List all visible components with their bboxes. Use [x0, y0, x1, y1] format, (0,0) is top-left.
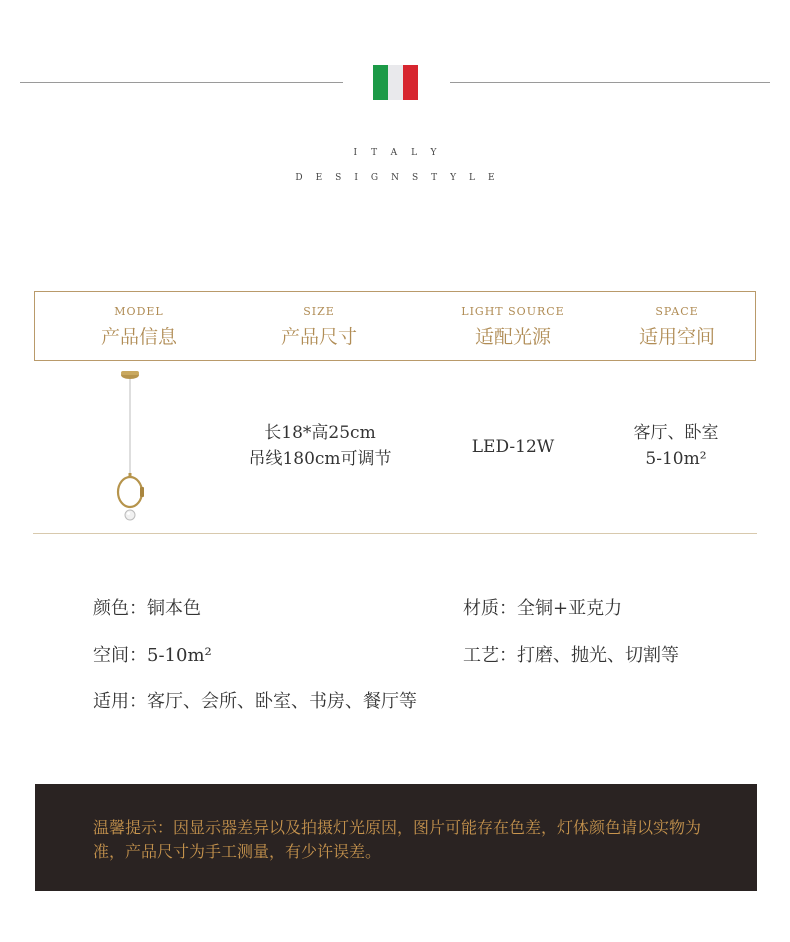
detail-color: 颜色：铜本色 [93, 598, 201, 619]
spec-table-row [0, 365, 790, 530]
header-space [617, 292, 737, 349]
light-source-value: LED-12W [471, 437, 555, 457]
size-cable-length: 吊线180cm可调节 [248, 449, 392, 469]
header-divider-right [450, 82, 770, 83]
spec-table-bottom-divider [33, 533, 757, 534]
header-size-zh: 产品尺寸 [280, 326, 357, 348]
italy-flag-icon [373, 65, 418, 100]
detail-craft: 工艺：打磨、抛光、切割等 [463, 645, 679, 666]
space-rooms: 客厅、卧室 [633, 423, 719, 443]
header-light-source-zh: 适配光源 [474, 326, 551, 348]
brand-line-design-style: DESIGNSTYLE [295, 173, 508, 183]
spec-table-header [34, 291, 756, 361]
notice-text: 温馨提示：因显示器差异以及拍摄灯光原因，图片可能存在色差，灯体颜色请以实物为准，产品尺寸为手工测量，有少许误差。 [93, 818, 702, 861]
flag-stripe-white [388, 65, 403, 100]
space-area: 5-10m² [645, 449, 707, 469]
header-divider-left [20, 82, 343, 83]
header-model-en: MODEL [114, 305, 164, 318]
detail-material: 材质：全铜+亚克力 [463, 598, 623, 619]
flag-stripe-green [373, 65, 388, 100]
header-model-zh: 产品信息 [100, 326, 177, 348]
flag-stripe-red [403, 65, 418, 100]
header-space-zh: 适用空间 [638, 326, 715, 348]
brand-line-italy: ITALY [353, 148, 451, 158]
header-size-en: SIZE [303, 305, 335, 318]
detail-area: 空间：5-10m² [93, 645, 212, 666]
header-space-en: SPACE [655, 305, 699, 318]
header-light-source-en: LIGHT SOURCE [461, 305, 565, 318]
header-size [259, 292, 379, 349]
header-model [79, 292, 199, 349]
header-light-source [443, 292, 583, 349]
size-dimensions: 长18*高25cm [264, 423, 376, 443]
size-cell [230, 420, 410, 472]
notice-banner [35, 784, 757, 891]
pendant-lamp-image [105, 365, 155, 525]
space-cell [606, 420, 746, 472]
detail-usage: 适用：客厅、会所、卧室、书房、餐厅等 [93, 691, 417, 712]
